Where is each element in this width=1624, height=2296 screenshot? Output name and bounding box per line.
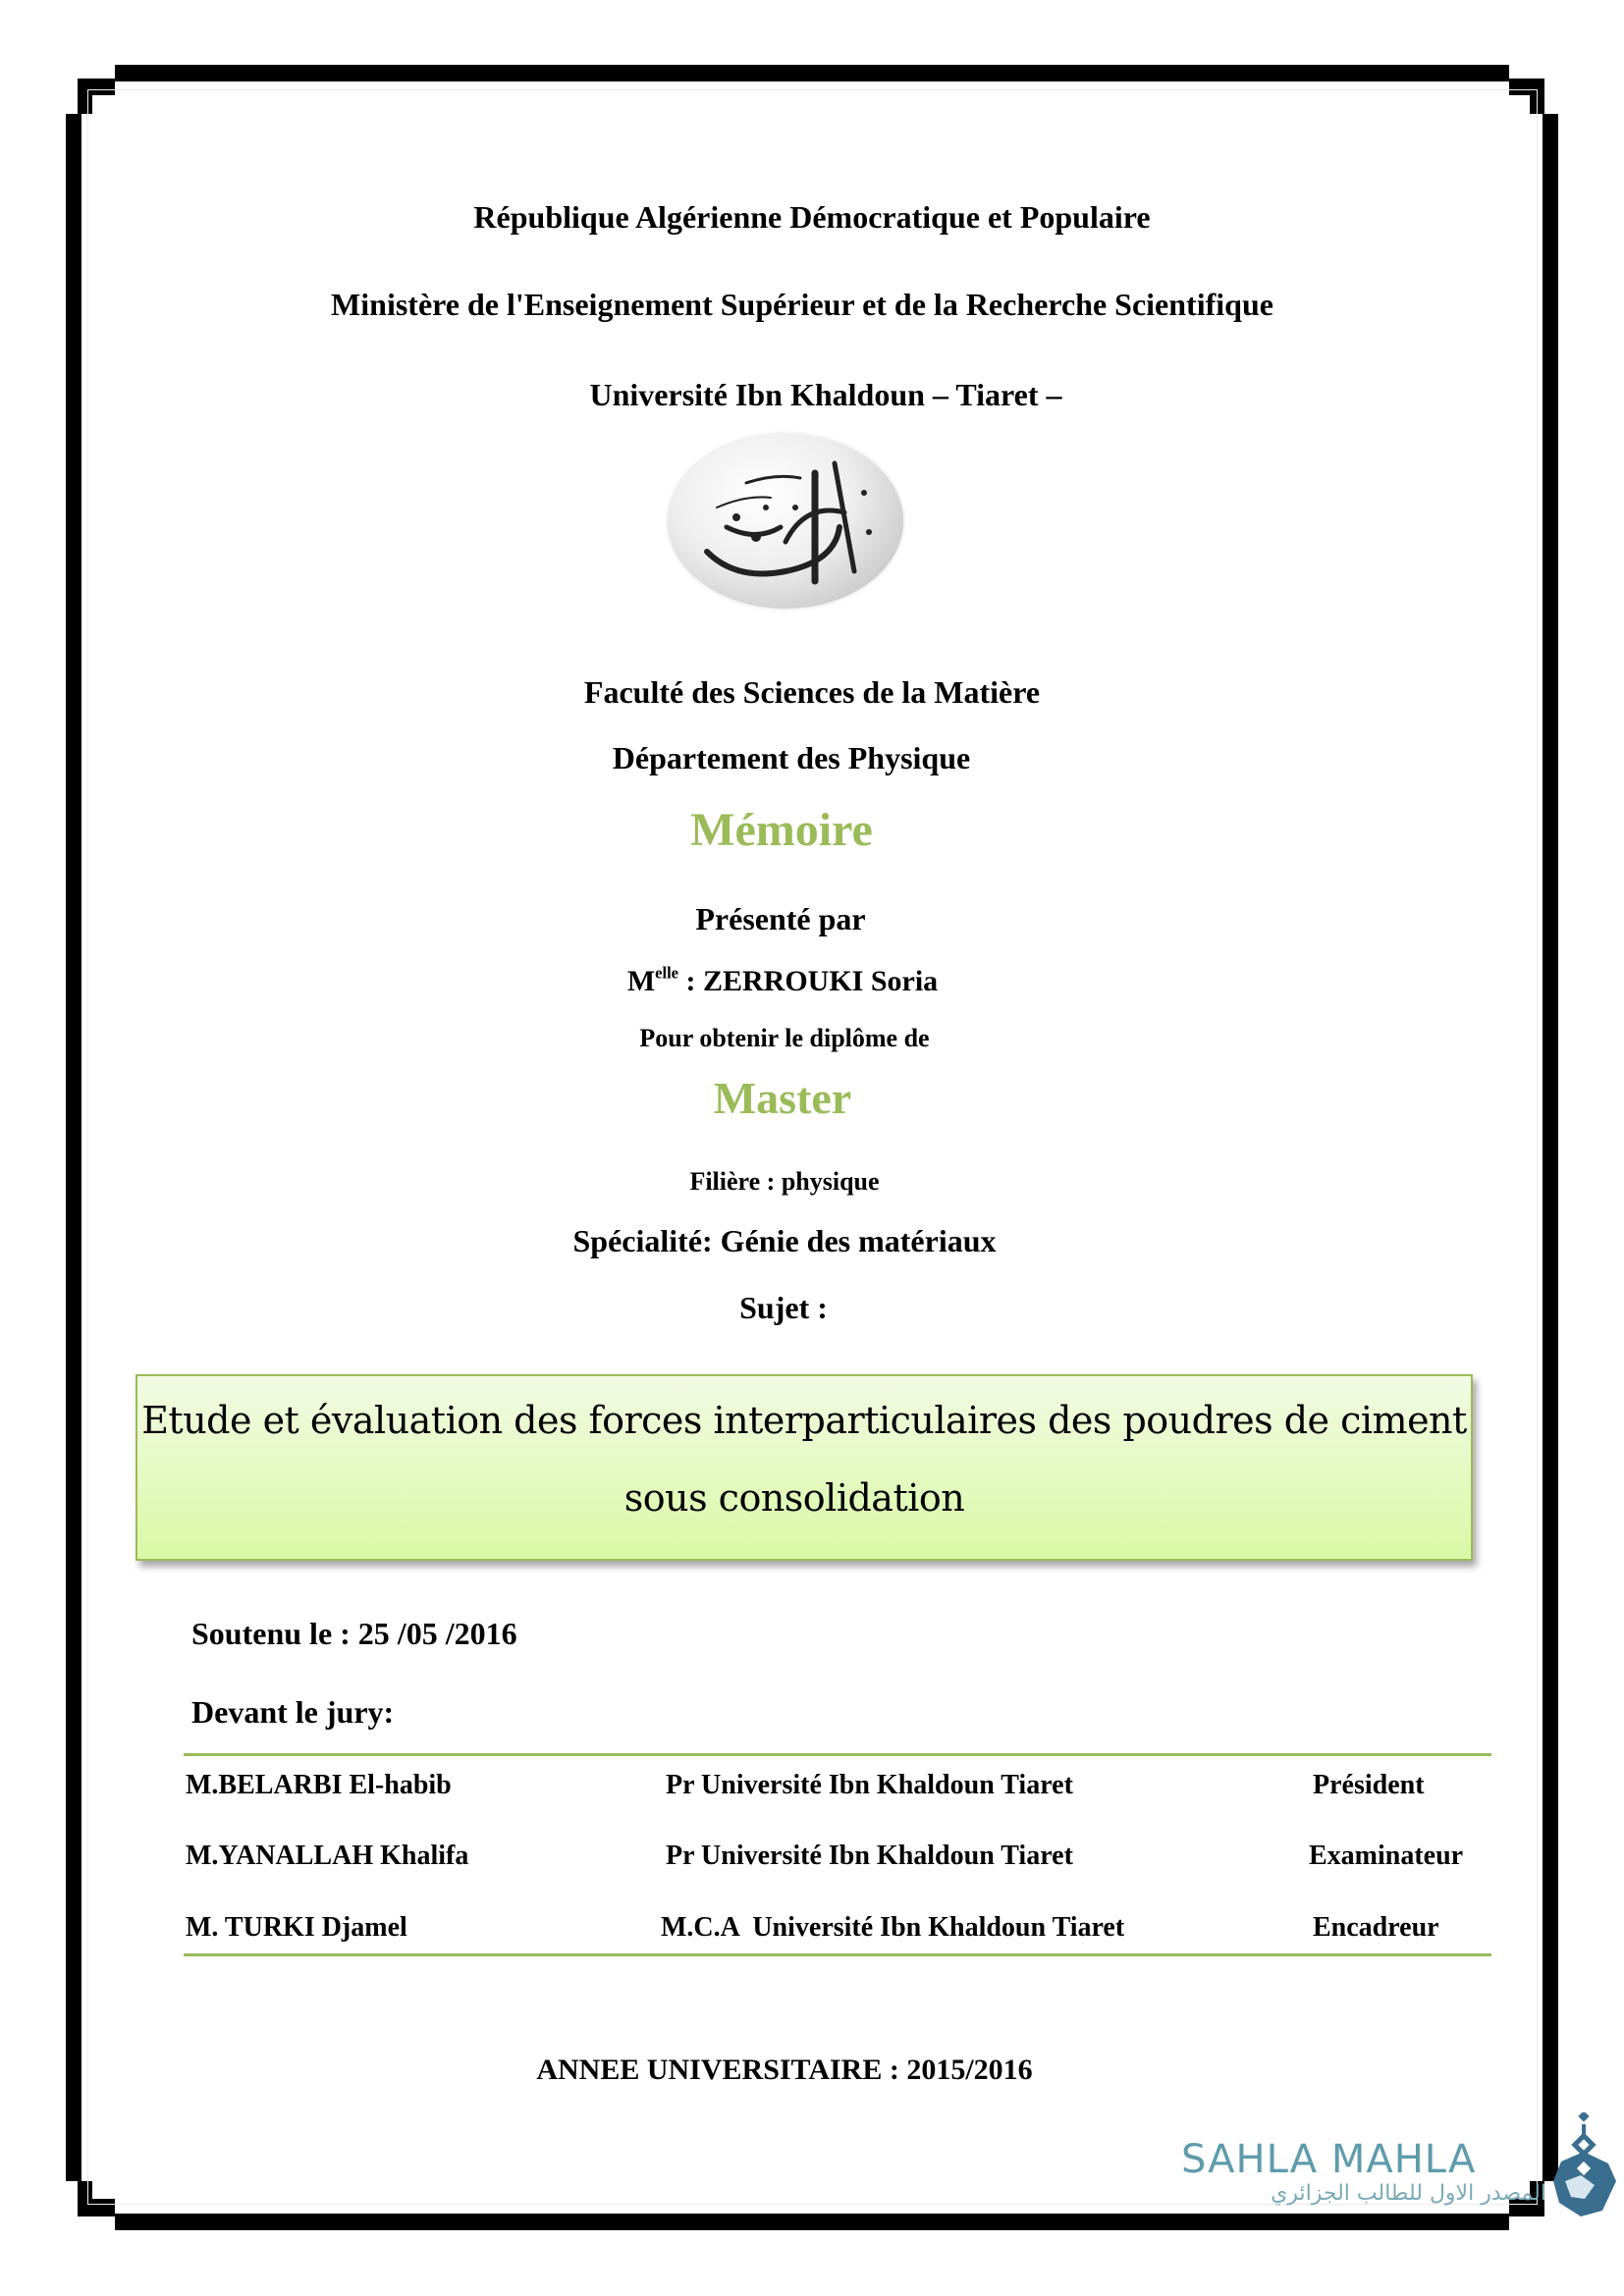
jury-member-name: M.YANALLAH Khalifa — [186, 1841, 469, 1871]
jury-top-rule — [184, 1753, 1491, 1756]
subject-line-1: Etude et évaluation des forces interparticulaires des poudres de ciment — [141, 1399, 1467, 1442]
author-fullname: : ZERROUKI Soria — [677, 965, 939, 997]
author-name — [0, 963, 1595, 997]
republic-heading: République Algérienne Démocratique et Populaire — [473, 199, 1151, 235]
jury-member-role: Encadreur — [1313, 1912, 1439, 1943]
jury-member-affiliation: M.C.A Université Ibn Khaldoun Tiaret — [661, 1912, 1125, 1943]
academic-year: ANNEE UNIVERSITAIRE : 2015/2016 — [536, 2054, 1033, 2086]
department-heading: Département des Physique — [612, 740, 971, 775]
author-title: M — [626, 965, 656, 997]
author-title-sup: elle — [655, 963, 678, 983]
ministry-heading: Ministère de l'Enseignement Supérieur et de la Recherche Scientifique — [331, 287, 1273, 322]
calligraphy-seal-icon — [668, 434, 903, 609]
watermark-tagline: المصدر الاول للطالب الجزائري — [1271, 2181, 1546, 2206]
border-bottom — [115, 2214, 1509, 2230]
subject-box — [135, 1374, 1473, 1561]
jury-bottom-rule — [184, 1953, 1491, 1956]
jury-member-role: Examinateur — [1309, 1841, 1464, 1871]
presented-by-label: Présenté par — [695, 901, 866, 936]
border-right — [1543, 114, 1558, 2181]
defense-date: Soutenu le : 25 /05 /2016 — [191, 1616, 517, 1651]
university-logo-icon — [668, 434, 903, 609]
border-left — [66, 114, 81, 2181]
subject-line-2: sous consolidation — [623, 1476, 965, 1520]
jury-member-affiliation: Pr Université Ibn Khaldoun Tiaret — [666, 1841, 1073, 1871]
watermark-brand: SAHLA MAHLA — [1181, 2137, 1477, 2182]
jury-member-role: Président — [1313, 1770, 1425, 1800]
university-heading: Université Ibn Khaldoun – Tiaret – — [589, 377, 1062, 412]
jury-member-name: M.BELARBI El-habib — [186, 1770, 452, 1800]
field-label: Filière : physique — [689, 1167, 880, 1196]
diploma-title: Master — [713, 1073, 852, 1123]
jury-member-affiliation: Pr Université Ibn Khaldoun Tiaret — [666, 1770, 1073, 1800]
border-top — [115, 65, 1509, 81]
sahla-mahla-logo-icon — [1551, 2112, 1620, 2216]
jury-label: Devant le jury: — [191, 1694, 395, 1730]
jury-member-name: M. TURKI Djamel — [186, 1912, 407, 1943]
diploma-label: Pour obtenir le diplôme de — [639, 1024, 930, 1052]
subject-label: Sujet : — [739, 1290, 828, 1325]
document-type-title: Mémoire — [690, 804, 873, 856]
speciality-label: Spécialité: Génie des matériaux — [572, 1223, 997, 1258]
faculty-heading: Faculté des Sciences de la Matière — [583, 674, 1041, 710]
